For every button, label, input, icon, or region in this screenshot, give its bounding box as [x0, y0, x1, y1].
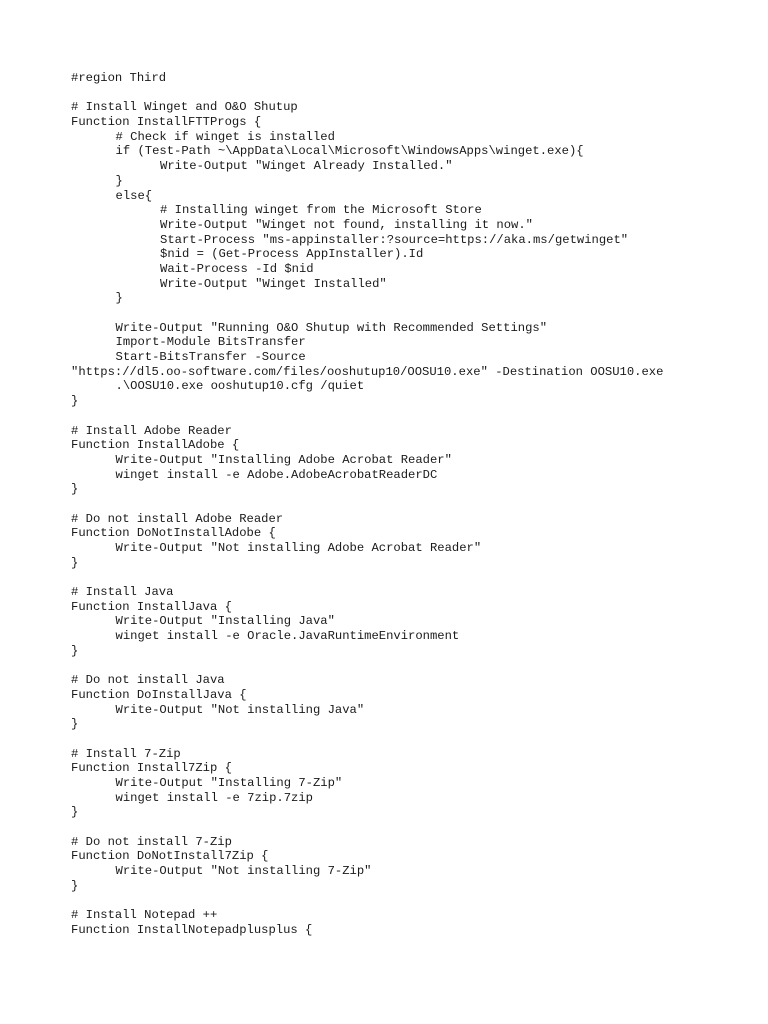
code-line: # Do not install Adobe Reader — [71, 511, 284, 526]
code-line: Import-Module BitsTransfer — [115, 335, 306, 350]
code-line: } — [115, 291, 123, 306]
code-block — [71, 71, 761, 938]
code-line: winget install -e 7zip.7zip — [115, 790, 313, 805]
blank-line — [71, 570, 761, 585]
code-line: } — [71, 482, 79, 497]
code-line: Write-Output "Not installing 7-Zip" — [115, 864, 372, 879]
code-line: } — [71, 555, 79, 570]
code-line: Write-Output "Winget Installed" — [160, 276, 387, 291]
code-line: Write-Output "Installing 7-Zip" — [115, 776, 343, 790]
code-line: "https://dl5.oo-software.com/files/ooshutup10/OOSU10.exe" -Destination OOSU10.exe — [71, 364, 664, 379]
code-line: # Install Adobe Reader — [71, 423, 232, 438]
code-line: } — [71, 878, 79, 893]
code-line: Start-BitsTransfer -Source — [115, 350, 306, 365]
code-line: Function InstallNotepadplusplus { — [71, 922, 313, 937]
code-line: # Installing winget from the Microsoft Store — [160, 203, 482, 218]
code-line: Function InstallAdobe { — [71, 438, 240, 453]
code-line: } — [71, 717, 79, 732]
code-line: Write-Output "Winget not found, installing it now." — [160, 217, 533, 232]
code-line: Write-Output "Not installing Adobe Acrobat Reader" — [115, 541, 482, 555]
code-line: Function InstallFTTProgs { — [71, 115, 262, 130]
code-line: Write-Output "Installing Adobe Acrobat Reader" — [115, 452, 452, 467]
code-line: $nid = (Get-Process AppInstaller).Id — [160, 247, 424, 262]
code-line: if (Test-Path ~\AppData\Local\Microsoft\WindowsApps\winget.exe){ — [115, 144, 584, 159]
code-line: Write-Output "Winget Already Installed." — [160, 159, 453, 174]
code-line: Function DoInstallJava { — [71, 687, 247, 702]
code-line: winget install -e Oracle.JavaRuntimeEnvironment — [115, 629, 460, 644]
code-line: Start-Process "ms-appinstaller:?source=https://aka.ms/getwinget" — [160, 232, 629, 247]
code-line: .\OOSU10.exe ooshutup10.cfg /quiet — [115, 379, 365, 394]
code-line: Function InstallJava { — [71, 599, 232, 614]
code-line: } — [115, 173, 123, 188]
code-line: Function DoNotInstallAdobe { — [71, 526, 276, 541]
code-line: Wait-Process -Id $nid — [160, 261, 314, 276]
blank-line — [71, 409, 761, 424]
code-line: # Install Java — [71, 585, 174, 600]
code-line: # Do not install 7-Zip — [71, 834, 232, 849]
blank-line — [71, 894, 761, 909]
blank-line — [71, 659, 761, 674]
code-line: Function DoNotInstall7Zip { — [71, 849, 269, 864]
code-line: # Install Notepad ++ — [71, 908, 218, 923]
code-line: # Install Winget and O&O Shutup — [71, 100, 298, 115]
blank-line — [71, 732, 761, 747]
code-line: } — [71, 805, 79, 820]
code-line: Write-Output "Not installing Java" — [115, 702, 365, 717]
code-line: Write-Output "Running O&O Shutup with Recommended Settings" — [115, 320, 548, 335]
code-line: # Install 7-Zip — [71, 746, 181, 761]
code-line: # Check if winget is installed — [115, 129, 335, 144]
code-line: Function Install7Zip { — [71, 761, 232, 776]
code-line: #region Third — [71, 71, 167, 85]
code-line: # Do not install Java — [71, 673, 225, 688]
code-line: winget install -e Adobe.AdobeAcrobatReaderDC — [115, 467, 438, 482]
code-line: Write-Output "Installing Java" — [115, 614, 335, 629]
code-line: } — [71, 394, 79, 409]
blank-line — [71, 497, 761, 512]
blank-line — [71, 820, 761, 835]
code-line: } — [71, 643, 79, 658]
blank-line — [71, 306, 761, 321]
blank-line — [71, 86, 761, 101]
code-line: else{ — [115, 188, 153, 203]
